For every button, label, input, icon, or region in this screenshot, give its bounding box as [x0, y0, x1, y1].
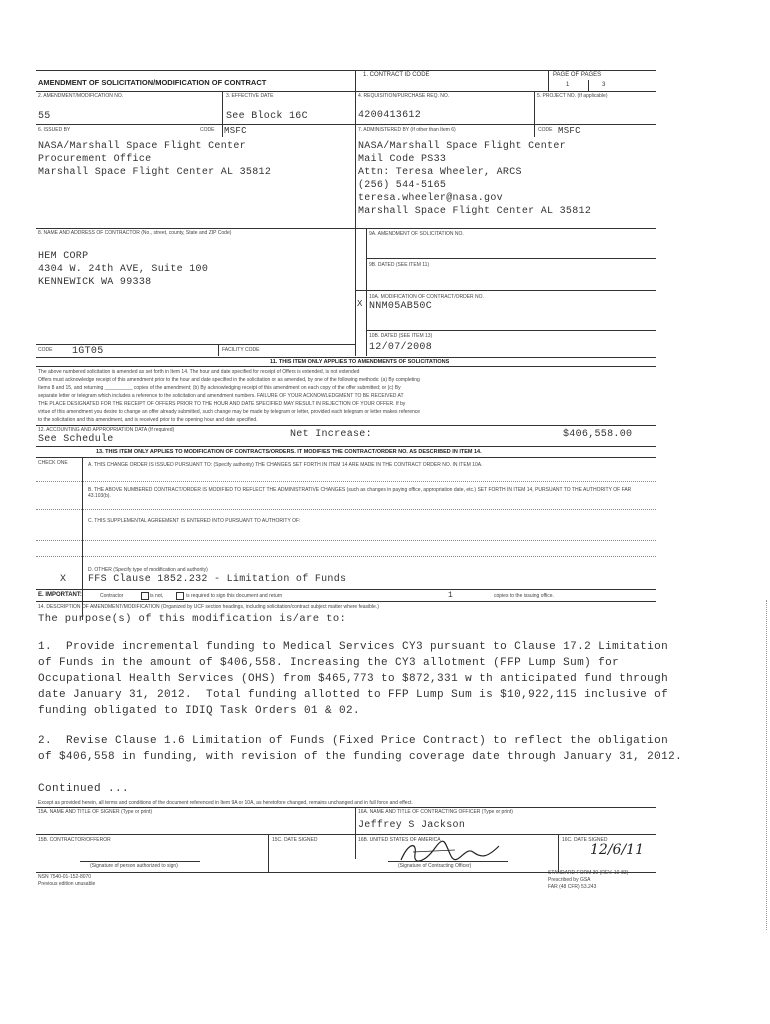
issued-by-line-3: Marshall Space Flight Center AL 35812: [38, 167, 272, 178]
rule: [588, 80, 589, 91]
description-p1-line-5: funding obligated to IDIQ Task Orders 01 & 02.: [38, 705, 361, 717]
rule: [366, 228, 367, 356]
description-label: 14. DESCRIPTION OF AMENDMENT/MODIFICATION (Organized by UCF section headings, including solicitation/contract subject matter where feasible.): [38, 604, 379, 610]
dated-9b-label: 9B. DATED (SEE ITEM 11): [369, 262, 430, 268]
important-contractor: Contractor: [100, 593, 124, 599]
rule: [355, 290, 656, 291]
contractor-code-label: CODE: [38, 347, 53, 353]
scan-edge: [766, 600, 767, 930]
rule: [355, 70, 356, 91]
issued-by-code: MSFC: [224, 126, 247, 136]
facility-code-label: FACILITY CODE: [222, 347, 260, 353]
net-increase-value: $406,558.00: [563, 429, 633, 440]
requisition-no-label: 4. REQUISITION/PURCHASE REQ. NO.: [358, 93, 450, 99]
rule: [268, 834, 269, 872]
pages-count: 3: [602, 82, 606, 88]
description-intro: The purpose(s) of this modification is/are to:: [38, 613, 347, 625]
rule: [222, 91, 223, 137]
effective-date-label: 3. EFFECTIVE DATE: [226, 93, 274, 99]
rule: [36, 589, 656, 590]
administered-by-line-5: teresa.wheeler@nasa.gov: [358, 193, 503, 204]
contractor-line-2: 4304 W. 24th AVE, Suite 100: [38, 264, 209, 275]
rule: [548, 70, 549, 91]
important-is-required: is required to sign this document and return: [186, 593, 283, 599]
contractor-line-1: HEM CORP: [38, 251, 89, 262]
effective-date-value: See Block 16C: [226, 111, 308, 122]
description-p1-line-3: Occupational Health Services (OHS) from $465,773 to $872,331 w th anticipated fund through: [38, 673, 669, 685]
block13-d-value: FFS Clause 1852.232 - Limitation of Funds: [88, 574, 347, 585]
issued-by-label: 6. ISSUED BY: [38, 127, 71, 133]
net-increase-label: Net Increase:: [290, 429, 372, 440]
prescribed-text: Prescribed by GSA: [548, 877, 591, 883]
administered-by-code: MSFC: [558, 126, 581, 136]
important-copies: 1: [448, 591, 454, 600]
contractor-code-value: 1GT05: [72, 346, 104, 357]
description-p1-line-4: date January 31, 2012. Total funding allotted to FFP Lump Sum is $10,922,115 inclusive of: [38, 689, 669, 701]
block13-c-text: C. THIS SUPPLEMENTAL AGREEMENT IS ENTERED INTO PURSUANT TO AUTHORITY OF:: [88, 518, 301, 524]
dated-10b-value: 12/07/2008: [369, 342, 433, 353]
rule: [218, 344, 219, 356]
administered-by-line-1: NASA/Marshall Space Flight Center: [358, 141, 566, 152]
accounting-value: See Schedule: [38, 434, 114, 445]
co-name-value: Jeffrey S Jackson: [358, 820, 466, 831]
rule: [36, 556, 656, 557]
block13-d-check[interactable]: X: [60, 574, 67, 585]
administered-by-code-label: CODE: [538, 127, 553, 133]
block13-b-text: B. THE ABOVE NUMBERED CONTRACT/ORDER IS MODIFIED TO REFLECT THE ADMINISTRATIVE CHANGES (such as changes in paying office, appropriation date, etc.) SET FORTH IN ITEM 14, PURSUANT TO THE AUTHORITY OF FAR 43.103(b).: [88, 487, 632, 499]
is-not-checkbox[interactable]: [141, 592, 149, 600]
rule: [558, 834, 559, 872]
administered-by-line-2: Mail Code PS33: [358, 154, 447, 165]
dated-10b-label: 10B. DATED (SEE ITEM 13): [369, 333, 433, 339]
rule: [36, 344, 356, 345]
sig-person-label: (Signature of person authorized to sign): [90, 863, 178, 869]
rule: [36, 509, 656, 510]
is-required-checkbox[interactable]: [176, 592, 184, 600]
administered-by-line-4: (256) 544-5165: [358, 180, 447, 191]
rule: [36, 457, 656, 458]
block11-line-7: to the solicitation and this amendment, and is received prior to the opening hour and date specified.: [38, 417, 258, 423]
rule: [355, 124, 356, 228]
mod-contract-no-value: NNM05AB50C: [369, 301, 433, 312]
page-number: 1: [566, 82, 570, 88]
important-is-not: is not,: [150, 593, 164, 599]
rule: [36, 366, 656, 367]
block11-line-2: Offers must acknowledge receipt of this amendment prior to the hour and date specified in the solicitation or as amended, by one of the following methods: (a) By completing: [38, 377, 420, 383]
co-date-label: 16C. DATE SIGNED: [562, 837, 608, 843]
description-p2-line-2: of $406,558 in funding, with revision of the funding coverage date through January 31, 2012.: [38, 751, 683, 763]
rule: [36, 807, 656, 808]
prev-edition-text: Previous edition unusable: [38, 881, 96, 887]
rule: [36, 540, 656, 541]
block11-line-6: virtue of this amendment you desire to change an offer already submitted, such change may be made by telegram or letter, provided each telegram or letter makes reference: [38, 409, 421, 415]
block11-line-4: separate letter or telegram which includes a reference to the solicitation and amendment numbers. FAILURE OF YOUR ACKNOWLEDGMENT TO BE RECEIVED AT: [38, 393, 404, 399]
requisition-no-value: 4200413612: [358, 110, 422, 121]
description-continued: Continued ...: [38, 783, 130, 795]
contractor-line-3: KENNEWICK WA 99338: [38, 277, 152, 288]
block11-line-5: THE PLACE DESIGNATED FOR THE RECEIPT OF OFFERS PRIOR TO THE HOUR AND DATE SPECIFIED MAY RESULT IN REJECTION OF YOUR OFFER. If by: [38, 401, 406, 407]
rule: [534, 91, 535, 137]
block11-line-3: Items 8 and 15, and returning __________ copies of the amendment; (b) By acknowledging receipt of this amendment on each copy of the offer submitted; or (c) By: [38, 385, 401, 391]
rule: [36, 834, 656, 835]
except-text: Except as provided herein, all terms and conditions of the document referenced in Item 9A or 10A, as heretofore changed, remains unchanged and in full force and effect.: [38, 800, 413, 806]
description-p1-line-1: 1. Provide incremental funding to Medical Services CY3 pursuant to Clause 17.2 Limitation: [38, 641, 669, 653]
co-date-value: 12/6/11: [590, 842, 644, 858]
rule: [36, 228, 656, 229]
description-p1-line-2: of Funds in the amount of $406,558. Increasing the CY3 allotment (FFP Lump Sum) for: [38, 657, 620, 669]
sig-co-label: (Signature of Contracting Officer): [398, 863, 472, 869]
rule: [36, 357, 656, 358]
contractor-date-label: 15C. DATE SIGNED: [272, 837, 318, 843]
contractor-offeror-label: 15B. CONTRACTOR/OFFEROR: [38, 837, 111, 843]
rule: [388, 861, 508, 862]
block13-header: 13. THIS ITEM ONLY APPLIES TO MODIFICATION OF CONTRACTS/ORDERS. IT MODIFIES THE CONTRACT/ORDER NO. AS DESCRIBED IN ITEM 14.: [96, 449, 482, 455]
accounting-label: 12. ACCOUNTING AND APPROPRIATION DATA (If required): [38, 427, 175, 433]
block13-a-text: A. THIS CHANGE ORDER IS ISSUED PURSUANT TO: (Specify authority) THE CHANGES SET FORTH IN ITEM 14 ARE MADE IN THE CONTRACT ORDER NO. IN ITEM 10A.: [88, 462, 483, 468]
rule: [36, 425, 656, 426]
rule: [36, 601, 656, 602]
issued-by-line-1: NASA/Marshall Space Flight Center: [38, 141, 246, 152]
check-one-label: CHECK ONE: [38, 460, 68, 466]
signer-name-label: 15A. NAME AND TITLE OF SIGNER (Type or print): [38, 809, 153, 815]
rule: [366, 330, 656, 331]
important-label: E. IMPORTANT:: [38, 592, 82, 598]
mod-contract-check[interactable]: X: [357, 299, 363, 309]
project-no-label: 5. PROJECT NO. (If applicable): [537, 93, 608, 99]
contract-id-code-label: 1. CONTRACT ID CODE: [363, 72, 430, 78]
administered-by-label: 7. ADMINISTERED BY (If other than Item 6): [358, 127, 456, 133]
rule: [36, 91, 656, 92]
amendment-solicitation-label: 9A. AMENDMENT OF SOLICITATION NO.: [369, 231, 464, 237]
description-p2-line-1: 2. Revise Clause 1.6 Limitation of Funds (Fixed Price Contract) to reflect the obligation: [38, 735, 669, 747]
rule: [36, 70, 656, 71]
amendment-no-value: 55: [38, 111, 51, 122]
administered-by-line-3: Attn: Teresa Wheeler, ARCS: [358, 167, 522, 178]
page-of-pages-label: PAGE OF PAGES: [553, 72, 602, 78]
rule: [36, 481, 656, 482]
issued-by-line-2: Procurement Office: [38, 154, 152, 165]
important-copies-suffix: copies to the issuing office.: [494, 593, 554, 599]
form-title: AMENDMENT OF SOLICITATION/MODIFICATION OF CONTRACT: [38, 78, 267, 87]
far-text: FAR (48 CFR) 53.243: [548, 884, 597, 890]
rule: [80, 861, 200, 862]
amendment-no-label: 2. AMENDMENT/MODIFICATION NO.: [38, 93, 124, 99]
mod-contract-no-label: 10A. MODIFICATION OF CONTRACT/ORDER NO.: [369, 294, 484, 300]
rule: [355, 228, 356, 356]
issued-by-code-label: CODE: [200, 127, 215, 133]
usa-label: 16B. UNITED STATES OF AMERICA: [358, 837, 441, 843]
block11-header: 11. THIS ITEM ONLY APPLIES TO AMENDMENTS OF SOLICITATIONS: [270, 359, 450, 365]
nsn-text: NSN 7540-01-152-8070: [38, 874, 92, 880]
block13-d-text: D. OTHER (Specify type of modification and authority): [88, 567, 208, 573]
rule: [366, 258, 656, 259]
block11-line-1: The above numbered solicitation is amended as set forth in Item 14. The hour and date specified for receipt of Offers is extended, is not extended: [38, 369, 360, 375]
rule: [355, 807, 356, 859]
standard-form-text: STANDARD FORM 30 (REV. 10-83): [548, 870, 629, 876]
rule: [36, 446, 656, 447]
contractor-label: 8. NAME AND ADDRESS OF CONTRACTOR (No., street, county, State and ZIP Code): [38, 230, 232, 236]
co-name-label: 16A. NAME AND TITLE OF CONTRACTING OFFICER (Type or print): [358, 809, 513, 815]
administered-by-line-6: Marshall Space Flight Center AL 35812: [358, 206, 592, 217]
